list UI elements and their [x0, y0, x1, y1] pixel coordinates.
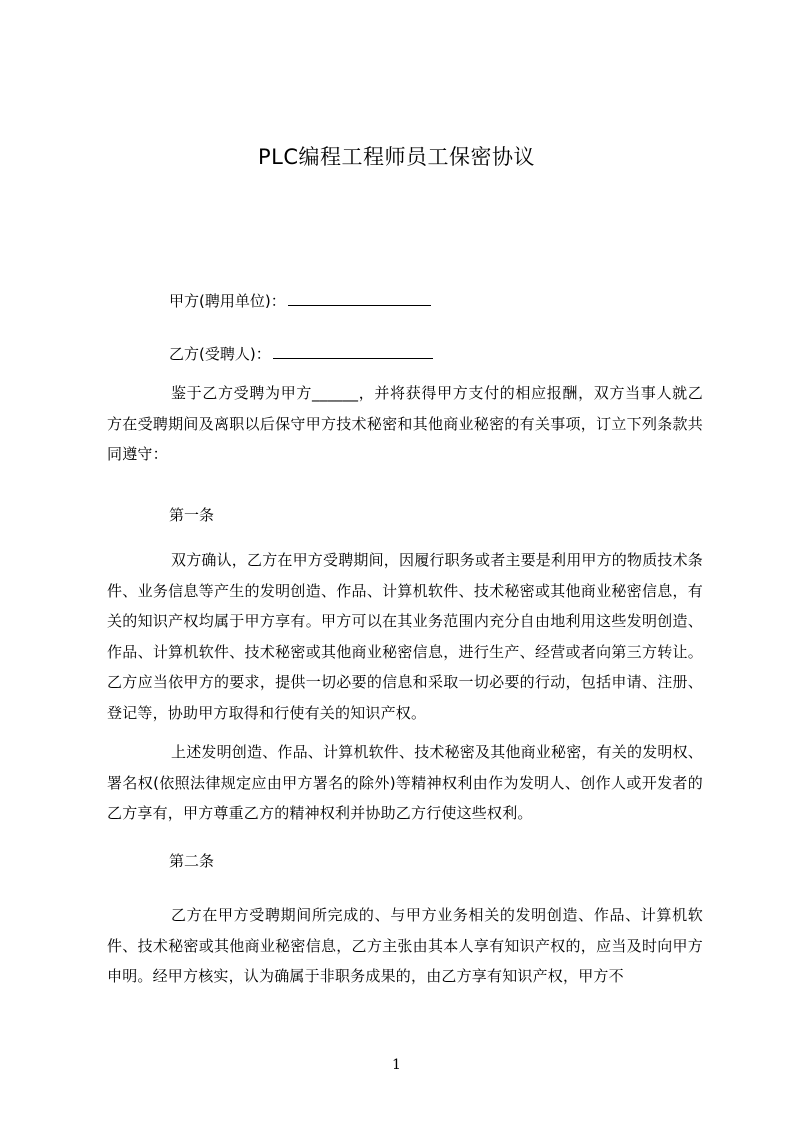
- party-b-blank-line: [273, 344, 433, 359]
- page-number: 1: [392, 1057, 401, 1073]
- preamble-paragraph: 鉴于乙方受聘为甲方______，并将获得甲方支付的相应报酬，双方当事人就乙方在受聘期间及离职以后保守甲方技术秘密和其他商业秘密的有关事项，订立下列条款共同遵守：: [107, 384, 703, 463]
- party-b-field: [169, 343, 433, 365]
- party-a-label: 甲方(聘用单位)：: [169, 292, 286, 310]
- article-1-paragraph-2: 上述发明创造、作品、计算机软件、技术秘密及其他商业秘密，有关的发明权、署名权(依照法律规定应由甲方署名的除外)等精神权利由作为发明人、创作人或开发者的乙方享有，甲方尊重乙方的精神权利并协助乙方行使这些权利。: [107, 743, 704, 822]
- article-1-heading: 第一条: [169, 506, 215, 524]
- article-2-paragraph-1: 乙方在甲方受聘期间所完成的、与甲方业务相关的发明创造、作品、计算机软件、技术秘密或其他商业秘密信息，乙方主张由其本人享有知识产权的，应当及时向甲方申明。经甲方核实，认为确属于非职务成果的，由乙方享有知识产权，甲方不: [107, 906, 703, 985]
- article-1-paragraph-1: 双方确认，乙方在甲方受聘期间，因履行职务或者主要是利用甲方的物质技术条件、业务信息等产生的发明创造、作品、计算机软件、技术秘密或其他商业秘密信息，有关的知识产权均属于甲方享有。甲方可以在其业务范围内充分自由地利用这些发明创造、作品、计算机软件、技术秘密或其他商业秘密信息，进行生产、经营或者向第三方转让。乙方应当依甲方的要求，提供一切必要的信息和采取一切必要的行动，包括申请、注册、登记等，协助甲方取得和行使有关的知识产权。: [107, 551, 704, 722]
- party-b-label: 乙方(受聘人)：: [169, 345, 271, 363]
- party-a-field: [169, 290, 431, 312]
- document-title: PLC编程工程师员工保密协议: [257, 145, 536, 169]
- article-2-heading: 第二条: [169, 852, 215, 870]
- party-a-blank-line: [288, 291, 431, 306]
